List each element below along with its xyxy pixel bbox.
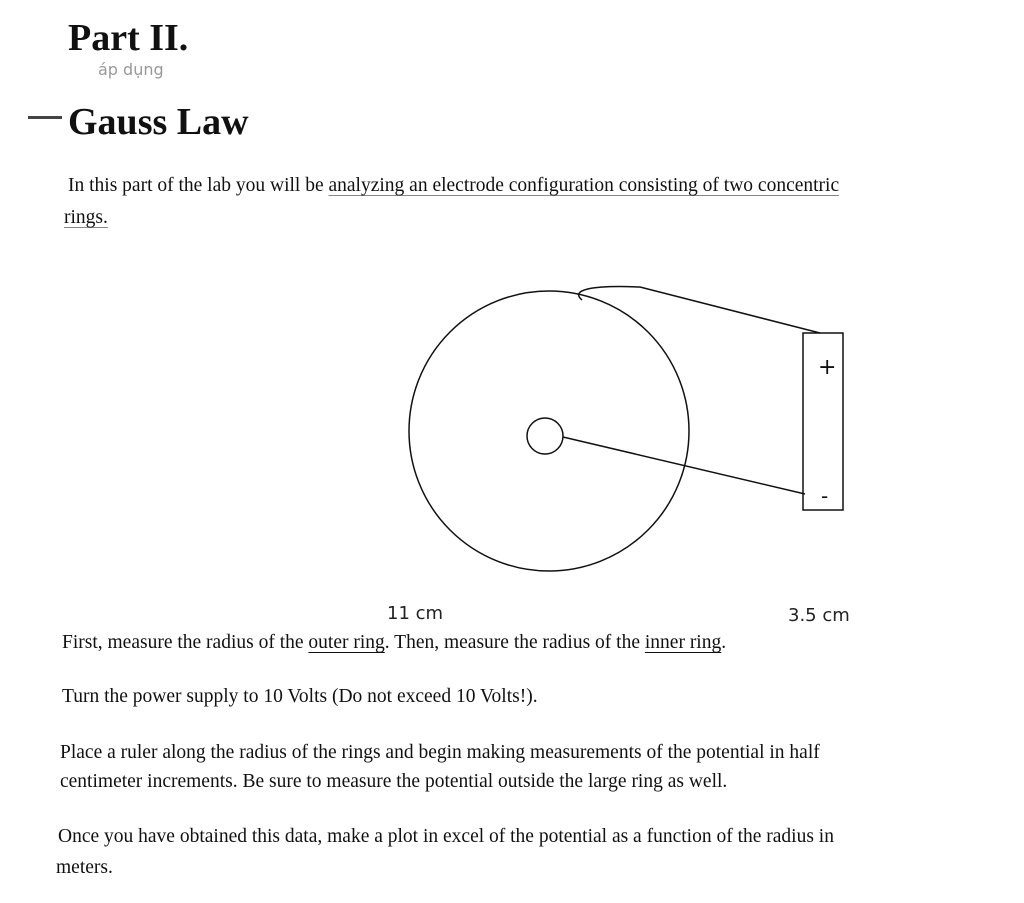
para-ruler-2: centimeter increments. Be sure to measure the potential outside the large ring as well. (60, 771, 728, 792)
wire-outer (579, 287, 820, 333)
para-ruler-1: Place a ruler along the radius of the rings and begin making measurements of the potential in half (60, 742, 820, 763)
para-plot-2: meters. (56, 857, 113, 878)
handwritten-note: áp dụng (98, 60, 164, 79)
para-plot-1: Once you have obtained this data, make a plot in excel of the potential as a function of the radius in (58, 826, 834, 847)
handwritten-outer-radius: 11 cm (387, 603, 444, 624)
inner-ring-text: inner ring (644, 632, 722, 653)
wire-inner (563, 437, 805, 494)
outer-ring (409, 291, 689, 571)
para-power: Turn the power supply to 10 Volts (Do not exceed 10 Volts!). (62, 686, 538, 707)
plus-terminal: + (818, 355, 837, 380)
text: . (721, 632, 727, 653)
handwritten-inner-radius: 3.5 cm (788, 605, 850, 626)
intro-line-2: rings. (64, 207, 108, 228)
intro-text: In this part of the lab you will be (68, 175, 329, 196)
intro-underlined: analyzing an electrode configuration consisting of two concentric (328, 175, 840, 196)
para-measure (62, 632, 726, 654)
section-title: Gauss Law (68, 101, 249, 143)
text: First, measure the radius of the (62, 632, 309, 653)
minus-terminal: - (821, 484, 829, 508)
text: . Then, measure the radius of the (384, 632, 645, 653)
outer-ring-text: outer ring (308, 632, 385, 653)
part-title: Part II. (68, 17, 189, 59)
inner-ring (527, 418, 563, 454)
